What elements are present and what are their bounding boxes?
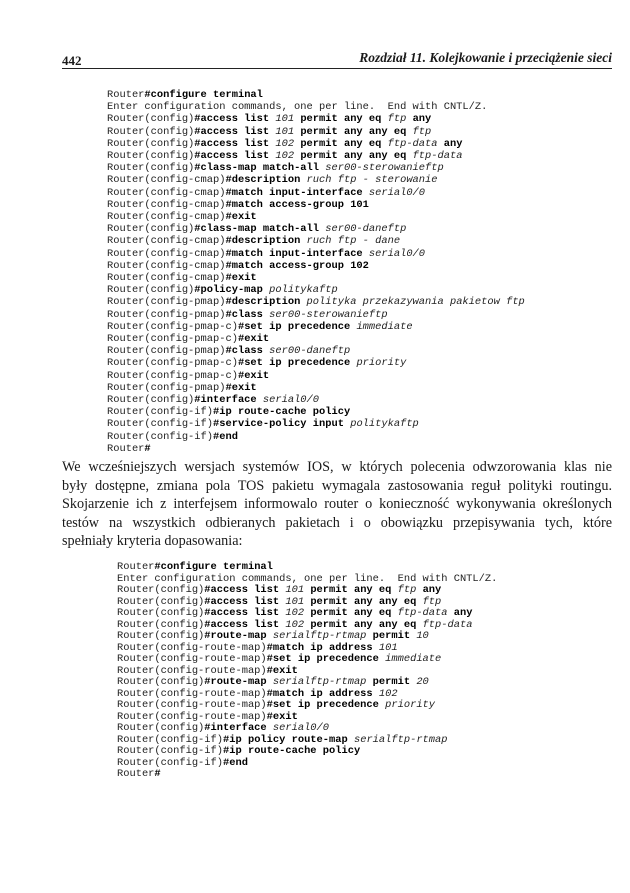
command-text: #class-map match-all xyxy=(194,162,326,175)
command-text: #set ip precedence xyxy=(237,357,357,370)
argument-text: serial0/0 xyxy=(272,722,330,734)
command-text: #end xyxy=(223,756,248,769)
code-line xyxy=(107,333,525,345)
argument-text: ftp xyxy=(387,113,407,126)
code-line xyxy=(107,199,525,211)
prompt-text: Router(config-if) xyxy=(107,418,214,431)
prompt-text: Router(config-cmap) xyxy=(107,272,226,285)
prompt-text: Router(config-route-map) xyxy=(117,699,267,711)
code-line xyxy=(107,187,525,199)
command-text: #configure terminal xyxy=(154,561,273,573)
command-text: permit any eq xyxy=(294,113,388,126)
prompt-text: Router(config-pmap) xyxy=(107,345,226,358)
command-text: #class-map match-all xyxy=(194,223,326,236)
code-line xyxy=(107,406,525,418)
paragraph-line: Skojarzenie ich z interfejsem informowalo router o konieczność wykonywania określonych xyxy=(62,496,612,513)
prompt-text: Router(config) xyxy=(107,137,195,150)
command-text: #configure terminal xyxy=(144,89,263,101)
code-line xyxy=(107,174,525,186)
command-text: any xyxy=(447,607,473,619)
command-text: #match access-group 102 xyxy=(225,259,369,272)
prompt-text: Router(config) xyxy=(117,630,205,642)
argument-text: 101 xyxy=(285,595,305,608)
prompt-text: Router(config-cmap) xyxy=(107,186,226,199)
argument-text: 102 xyxy=(378,687,398,700)
code-line xyxy=(107,162,525,174)
prompt-text: Router(config-pmap-c) xyxy=(107,333,238,346)
code-listing-class-map xyxy=(107,89,525,455)
prompt-text: Router(config-cmap) xyxy=(107,235,226,248)
command-text: #access list xyxy=(194,150,276,163)
command-text: #access list xyxy=(194,137,276,150)
command-text: #set ip precedence xyxy=(266,653,386,665)
argument-text: ftp-data xyxy=(422,618,473,631)
command-text: #interface xyxy=(194,394,263,407)
argument-text: 101 xyxy=(285,584,305,596)
argument-text: ser00-sterowanieftp xyxy=(325,162,444,175)
prompt-text: Router(config) xyxy=(107,394,195,407)
argument-text: 102 xyxy=(285,618,305,631)
argument-text: 102 xyxy=(275,137,295,150)
code-line xyxy=(107,357,525,369)
command-text: #description xyxy=(225,174,307,187)
argument-text: 101 xyxy=(275,125,295,138)
command-text: permit any any eq xyxy=(304,595,423,608)
argument-text: immediate xyxy=(385,653,442,665)
command-text: #exit xyxy=(225,272,257,285)
prompt-text: Router(config-cmap) xyxy=(107,174,226,187)
code-line xyxy=(107,126,525,138)
code-line xyxy=(107,260,525,272)
code-line xyxy=(107,431,525,443)
code-line xyxy=(107,370,525,382)
code-listing-route-map xyxy=(117,562,497,781)
command-text: #description xyxy=(225,235,307,248)
prompt-text: Router(config-if) xyxy=(117,756,224,769)
argument-text: ser00-daneftp xyxy=(269,345,351,358)
command-text: #route-map xyxy=(204,630,273,642)
argument-text: priority xyxy=(385,699,436,711)
prompt-text: Router(config-if) xyxy=(117,733,224,746)
code-line xyxy=(107,296,525,308)
command-text: #class xyxy=(225,345,270,358)
command-text: permit any any eq xyxy=(294,125,413,138)
command-text: permit any eq xyxy=(304,607,398,619)
prompt-text: Router(config) xyxy=(117,584,205,596)
prompt-text: Router(config-if) xyxy=(107,430,214,443)
command-text: permit any eq xyxy=(304,584,398,596)
code-line xyxy=(107,284,525,296)
prompt-text: Router(config-pmap) xyxy=(107,381,226,394)
code-line xyxy=(107,309,525,321)
prompt-text: Router(config-route-map) xyxy=(117,687,267,700)
prompt-text: Router(config-route-map) xyxy=(117,664,267,677)
prompt-text: Router(config-cmap) xyxy=(107,211,226,224)
command-text: permit any any eq xyxy=(294,150,413,163)
command-text: #match ip address xyxy=(266,687,379,700)
prompt-text: Router(config-route-map) xyxy=(117,641,267,654)
prompt-text: Router(config-pmap-c) xyxy=(107,369,238,382)
command-text: any xyxy=(437,137,463,150)
command-text: #exit xyxy=(225,381,257,394)
argument-text: serialftp-rtmap xyxy=(272,630,367,642)
prompt-text: Router(config) xyxy=(117,722,205,734)
prompt-text: Enter configuration commands, one per line. End with CNTL/Z. xyxy=(107,101,488,114)
paragraph-line: były dostępne, zmiana pola TOS pakietu wymagala zastosowania reguł polityki routingu. xyxy=(62,477,612,494)
command-text: #match ip address xyxy=(266,641,379,654)
command-text: # xyxy=(144,442,151,455)
code-line xyxy=(107,382,525,394)
command-text: # xyxy=(154,768,161,780)
prompt-text: Router(config) xyxy=(107,162,195,175)
code-line xyxy=(107,443,525,455)
command-text: #access list xyxy=(194,113,276,126)
prompt-text: Router(config-cmap) xyxy=(107,259,226,272)
command-text: #exit xyxy=(237,369,270,382)
argument-text: priority xyxy=(356,357,407,370)
argument-text: ser00-daneftp xyxy=(325,223,407,236)
argument-text: ser00-sterowanieftp xyxy=(269,308,388,321)
argument-text: ftp xyxy=(412,125,432,138)
command-text: #ip policy route-map xyxy=(223,733,354,746)
argument-text: 101 xyxy=(275,113,295,126)
code-line xyxy=(107,394,525,406)
prompt-text: Router(config) xyxy=(107,125,195,138)
argument-text: ftp-data xyxy=(397,607,448,619)
command-text: any xyxy=(406,113,432,126)
argument-text: 20 xyxy=(416,676,429,688)
command-text: #access list xyxy=(194,125,276,138)
page-header xyxy=(62,50,612,69)
prompt-text: Router(config) xyxy=(107,113,195,126)
command-text: #policy-map xyxy=(194,284,270,297)
command-text: #ip route-cache policy xyxy=(213,406,351,419)
paragraph-line: We wcześniejszych wersjach systemów IOS, w których polecenia odwzorowania klas nie xyxy=(62,459,612,475)
prompt-text: Router(config-pmap-c) xyxy=(107,357,238,370)
prompt-text: Router(config) xyxy=(117,607,205,619)
prompt-text: Router(config-cmap) xyxy=(107,247,226,260)
command-text: #match input-interface xyxy=(225,186,369,199)
argument-text: ftp xyxy=(397,584,417,596)
argument-text: serialftp-rtmap xyxy=(353,733,448,746)
prompt-text: Router(config-route-map) xyxy=(117,710,267,723)
command-text: #exit xyxy=(225,211,257,224)
prompt-text: Router xyxy=(117,768,155,780)
command-text: #access list xyxy=(204,595,286,608)
prompt-text: Router(config) xyxy=(117,618,205,631)
command-text: #exit xyxy=(266,664,298,677)
command-text: permit any eq xyxy=(294,137,388,150)
prompt-text: Router xyxy=(107,442,145,455)
code-line xyxy=(107,272,525,284)
command-text: #end xyxy=(213,430,238,443)
command-text: #exit xyxy=(266,710,298,723)
code-line xyxy=(117,758,497,770)
command-text: permit xyxy=(366,676,417,688)
prompt-text: Router(config-pmap-c) xyxy=(107,320,238,333)
argument-text: serial0/0 xyxy=(262,394,320,407)
argument-text: serial0/0 xyxy=(368,186,426,199)
prompt-text: Router(config) xyxy=(107,284,195,297)
argument-text: 102 xyxy=(285,607,305,619)
command-text: #set ip precedence xyxy=(237,320,357,333)
command-text: permit any any eq xyxy=(304,618,423,631)
code-line xyxy=(107,89,525,101)
argument-text: serialftp-rtmap xyxy=(272,676,367,688)
command-text: #match access-group 101 xyxy=(225,198,369,211)
paragraph-line: testów na wszystkich odbieranych pakietach i o obowiązku przepisywania tych, które xyxy=(62,514,612,531)
prompt-text: Router(config) xyxy=(107,150,195,163)
command-text: #route-map xyxy=(204,676,273,688)
code-line xyxy=(107,101,525,113)
command-text: #exit xyxy=(237,333,270,346)
command-text: permit xyxy=(366,630,417,642)
code-line xyxy=(107,150,525,162)
argument-text: ftp-data xyxy=(412,150,463,163)
code-line xyxy=(107,248,525,260)
prompt-text: Router(config-if) xyxy=(107,406,214,419)
command-text: any xyxy=(416,584,442,596)
command-text: #access list xyxy=(204,607,286,619)
prompt-text: Router(config-cmap) xyxy=(107,198,226,211)
code-line xyxy=(107,113,525,125)
command-text: #description xyxy=(225,296,307,309)
argument-text: ruch ftp - sterowanie xyxy=(306,174,438,187)
argument-text: serial0/0 xyxy=(368,247,426,260)
chapter-title: Rozdział 11. Kolejkowanie i przeciążenie sieci xyxy=(359,50,612,65)
prompt-text: Router xyxy=(117,561,155,573)
code-line xyxy=(117,769,497,781)
argument-text: ftp-data xyxy=(387,137,438,150)
argument-text: 101 xyxy=(378,641,398,654)
prompt-text: Router(config) xyxy=(117,676,205,688)
command-text: #interface xyxy=(204,722,273,734)
body-paragraph xyxy=(62,458,612,551)
command-text: #service-policy input xyxy=(213,418,351,431)
argument-text: ruch ftp - dane xyxy=(306,235,401,248)
code-line xyxy=(107,138,525,150)
prompt-text: Router(config) xyxy=(117,595,205,608)
page-number: 442 xyxy=(62,53,82,68)
code-line xyxy=(107,223,525,235)
prompt-text: Enter configuration commands, one per line. End with CNTL/Z. xyxy=(117,572,498,585)
prompt-text: Router(config-pmap) xyxy=(107,308,226,321)
code-line xyxy=(107,211,525,223)
argument-text: immediate xyxy=(356,320,413,333)
command-text: #class xyxy=(225,308,270,321)
prompt-text: Router(config-if) xyxy=(117,745,224,757)
argument-text: politykaftp xyxy=(269,284,338,297)
code-line xyxy=(107,345,525,357)
command-text: #match input-interface xyxy=(225,247,369,260)
argument-text: polityka przekazywania pakietow ftp xyxy=(306,296,525,309)
argument-text: politykaftp xyxy=(350,418,419,431)
code-line xyxy=(107,235,525,247)
command-text: #ip route-cache policy xyxy=(223,745,361,757)
code-line xyxy=(107,418,525,430)
argument-text: ftp xyxy=(422,595,442,608)
code-line xyxy=(107,321,525,333)
prompt-text: Router(config) xyxy=(107,223,195,236)
paragraph-line: spełniały kryteria dopasowania: xyxy=(62,533,243,550)
argument-text: 10 xyxy=(416,630,429,642)
command-text: #set ip precedence xyxy=(266,699,386,711)
prompt-text: Router(config-route-map) xyxy=(117,653,267,665)
prompt-text: Router xyxy=(107,89,145,101)
argument-text: 102 xyxy=(275,150,295,163)
command-text: #access list xyxy=(204,618,286,631)
command-text: #access list xyxy=(204,584,286,596)
prompt-text: Router(config-pmap) xyxy=(107,296,226,309)
